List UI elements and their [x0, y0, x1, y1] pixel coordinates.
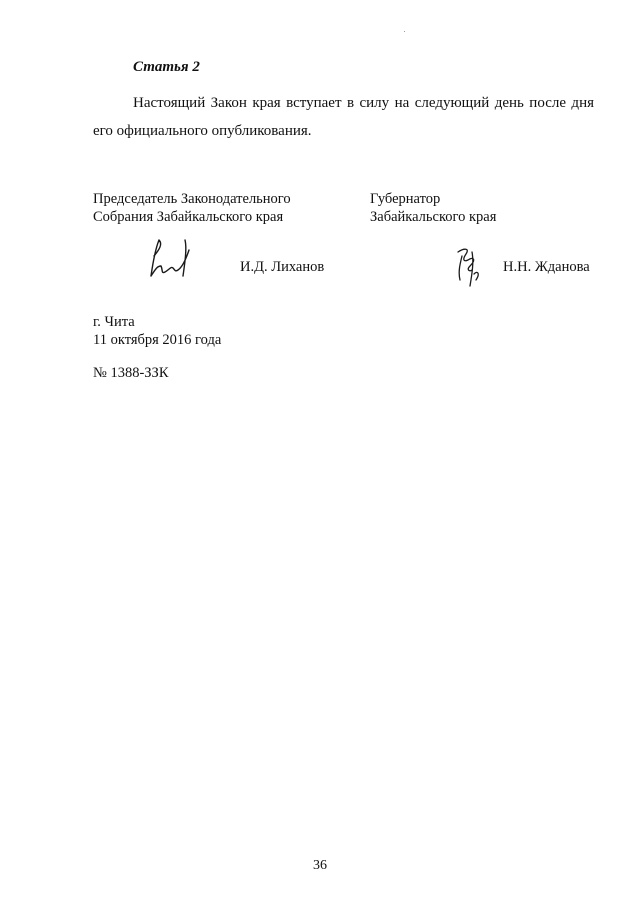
date: 11 октября 2016 года — [93, 332, 222, 348]
governor-title-line-2: Забайкальского края — [370, 209, 497, 225]
scan-speck — [404, 31, 405, 32]
article-text-line-1: Настоящий Закон края вступает в силу на следующий день после дня — [133, 95, 594, 111]
governor-title — [370, 190, 496, 226]
page-number: 36 — [313, 858, 327, 873]
article-body — [93, 89, 594, 145]
chairman-signature — [145, 236, 195, 282]
chairman-title-line-1: Председатель Законодательного — [93, 191, 291, 207]
article-heading: Статья 2 — [133, 59, 200, 75]
chairman-title — [93, 190, 291, 226]
place-and-date — [93, 313, 221, 349]
governor-title-line-1: Губернатор — [370, 191, 441, 207]
article-text-line-2: его официального опубликования. — [93, 123, 312, 139]
chairman-name: И.Д. Лиханов — [240, 259, 325, 275]
place: г. Чита — [93, 314, 135, 330]
governor-signature — [452, 244, 486, 290]
chairman-title-line-2: Собрания Забайкальского края — [93, 209, 284, 225]
governor-name: Н.Н. Жданова — [503, 259, 590, 275]
law-number: № 1388-ЗЗК — [93, 365, 169, 381]
